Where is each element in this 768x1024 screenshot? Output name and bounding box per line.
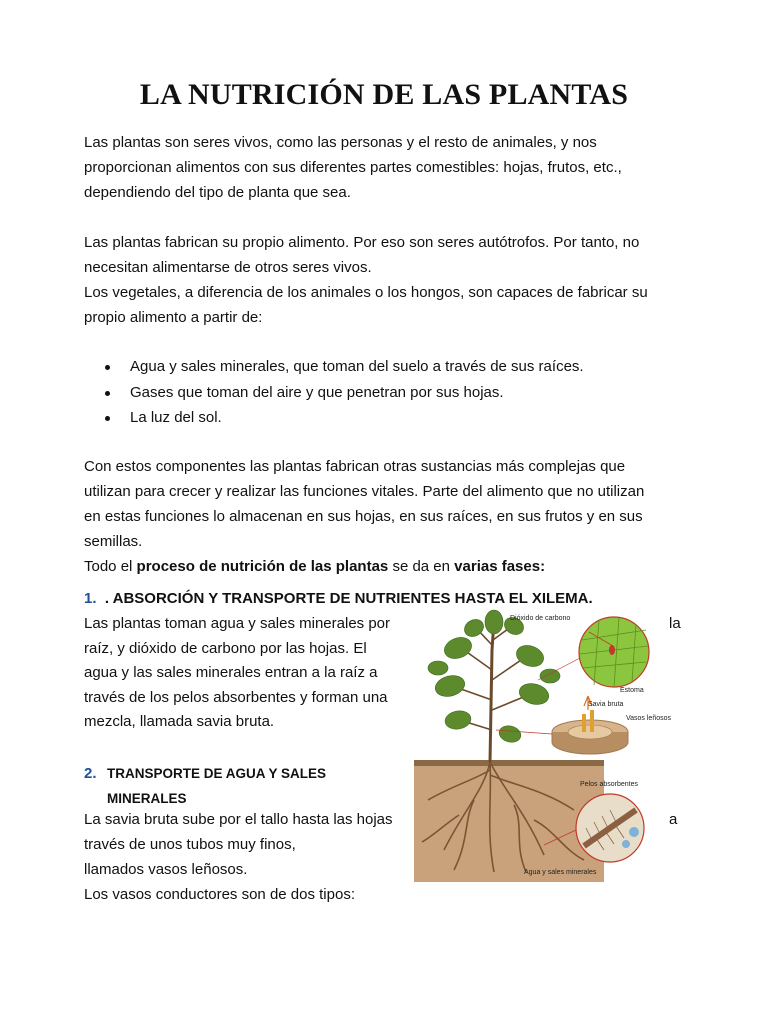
bold-phrase: proceso de nutrición de las plantas [136,558,389,575]
section-1-heading [84,590,593,607]
text-line: Los vegetales, a diferencia de los animales o los hongos, son capaces de fabricar su [84,284,648,301]
label-raw-sap: Savia bruta [588,701,624,708]
components-paragraph [84,454,694,579]
section-number: 2. [84,765,97,782]
leaves [428,610,560,745]
bullet-icon [105,391,110,396]
text-line: Las plantas toman agua y sales minerales por [84,615,391,632]
soil-surface [414,760,604,766]
text-line: utilizan para crecer y realizar las funciones vitales. Parte del alimento que no utilizan [84,483,645,500]
text-line: en estas funciones lo almacenan en sus hojas, en sus raíces, en sus frutos y en sus [84,508,643,525]
text-line: semillas. [84,533,143,550]
bold-phrase: varias fases: [454,558,546,575]
text-line: proporcionan alimentos con sus diferentes partes comestibles: hojas, frutos, etc., [84,159,622,176]
list-item-text: La luz del sol. [130,409,222,426]
label-carbon-dioxide: Dióxido de carbono [510,615,571,622]
text-line: Las plantas son seres vivos, como las personas y el resto de animales, y nos [84,134,597,151]
text-line: llamados vasos leñosos. [84,861,248,878]
list-item [84,380,584,406]
list-item-text: Agua y sales minerales, que toman del suelo a través de sus raíces. [130,358,584,375]
label-root-hairs: Pelos absorbentes [580,781,638,788]
intro-paragraph [84,130,694,205]
label-woody-vessels: Vasos leñosos [626,715,672,722]
text-line: Los vasos conductores son de dos tipos: [84,886,355,903]
text-line: dependiendo del tipo de planta que sea. [84,184,351,201]
list-item [84,354,584,380]
text-line: necesitan alimentarse de otros seres vivos. [84,259,372,276]
root-hairs-detail [576,794,644,862]
plant-diagram [414,610,672,882]
text-line: propio alimento a partir de: [84,309,263,326]
autotrophs-paragraph [84,230,694,330]
section-title: TRANSPORTE DE AGUA Y SALES MINERALES [107,766,327,806]
label-water-minerals: Agua y sales minerales [524,869,597,876]
section-title: . ABSORCIÓN Y TRANSPORTE DE NUTRIENTES HASTA EL XILEMA. [104,590,593,607]
text-line: través de unos tubos muy finos, [84,836,296,853]
bullet-list [84,354,584,431]
text-line: mezcla, llamada savia bruta. [84,713,275,730]
section-2-heading [84,761,367,811]
bullet-icon [105,416,110,421]
text-line: agua y las sales minerales entran a la raíz a [84,664,378,681]
list-item [84,405,584,431]
phases-sentence: Todo el proceso de nutrición de las plantas se da en varias fases: [84,558,546,575]
stoma-detail [579,617,649,687]
text-line: Las plantas fabrican su propio alimento. Por eso son seres autótrofos. Por tanto, no [84,234,640,251]
stem [490,620,494,762]
page-title: LA NUTRICIÓN DE LAS PLANTAS [139,78,629,111]
bullet-icon [105,365,110,370]
plant-nutrition-illustration [414,610,672,882]
soil [414,762,604,882]
text-line: a [669,811,678,828]
section-number: 1. [84,590,97,607]
text-line: la [669,615,681,632]
text-line: La savia bruta sube por el tallo hasta las hojas [84,811,393,828]
list-item-text: Gases que toman del aire y que penetran por sus hojas. [130,383,504,401]
label-stoma: Estoma [620,687,644,694]
text-line: través de los pelos absorbentes y forman una [84,689,388,706]
text-line: Con estos componentes las plantas fabrican otras sustancias más complejas que [84,458,626,475]
text-line: raíz, y dióxido de carbono por las hojas. El [84,640,367,657]
